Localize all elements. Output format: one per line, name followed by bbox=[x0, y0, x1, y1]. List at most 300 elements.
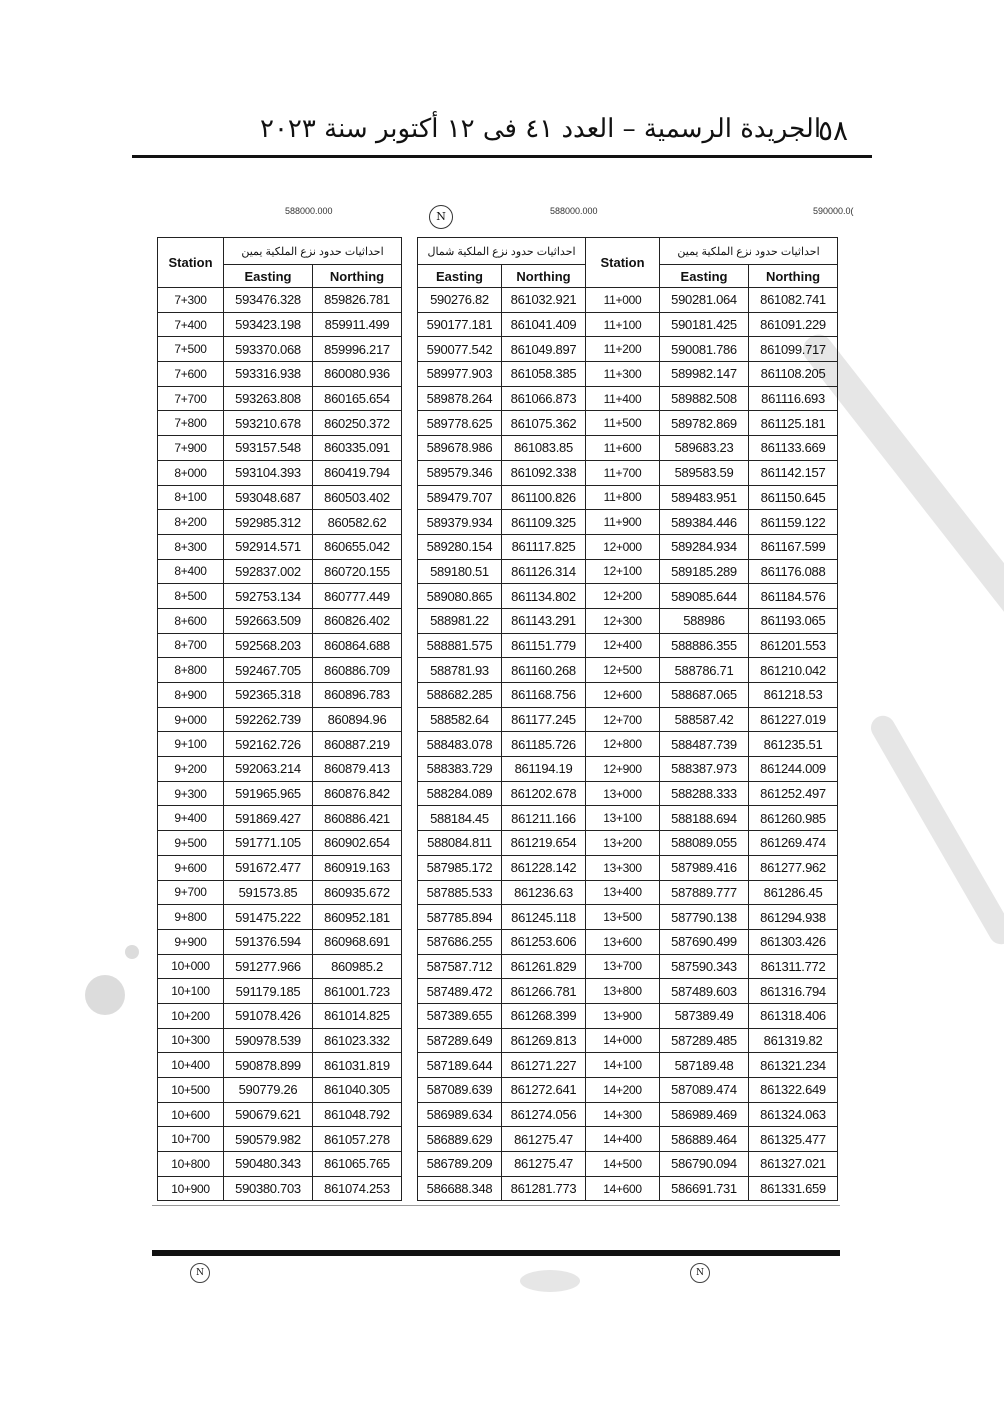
station-cell: 13+000 bbox=[586, 781, 660, 806]
station-cell: 9+200 bbox=[158, 757, 224, 782]
table-row bbox=[158, 781, 402, 806]
left-easting-cell: 586889.629 bbox=[418, 1127, 502, 1152]
left-easting-cell: 588184.45 bbox=[418, 806, 502, 831]
right-northing-cell: 861218.53 bbox=[749, 683, 838, 708]
table-row bbox=[158, 559, 402, 584]
station-cell: 7+300 bbox=[158, 288, 224, 313]
station-cell: 9+000 bbox=[158, 707, 224, 732]
right-easting-cell: 587590.343 bbox=[660, 954, 749, 979]
station-cell: 10+800 bbox=[158, 1152, 224, 1177]
coordinates-table-right-boundary bbox=[157, 237, 402, 1201]
station-cell: 12+700 bbox=[586, 707, 660, 732]
station-cell: 11+000 bbox=[586, 288, 660, 313]
northing-cell: 860985.2 bbox=[313, 954, 402, 979]
right-northing-cell: 861091.229 bbox=[749, 312, 838, 337]
right-northing-cell: 861286.45 bbox=[749, 880, 838, 905]
table-row bbox=[418, 1078, 838, 1103]
station-cell: 7+400 bbox=[158, 312, 224, 337]
table-row bbox=[418, 633, 838, 658]
table-row bbox=[418, 1152, 838, 1177]
left-easting-cell: 589977.903 bbox=[418, 362, 502, 387]
left-northing-cell: 861268.399 bbox=[502, 1003, 586, 1028]
table-row bbox=[158, 312, 402, 337]
right-easting-cell: 590281.064 bbox=[660, 288, 749, 313]
station-cell: 13+500 bbox=[586, 905, 660, 930]
left-northing-cell: 861177.245 bbox=[502, 707, 586, 732]
station-cell: 7+700 bbox=[158, 386, 224, 411]
north-arrow-logo: N bbox=[429, 205, 453, 229]
table-row bbox=[418, 979, 838, 1004]
station-cell: 9+400 bbox=[158, 806, 224, 831]
right-northing-cell: 861167.599 bbox=[749, 534, 838, 559]
left-easting-cell: 588981.22 bbox=[418, 608, 502, 633]
page-title: الجريدة الرسمية – العدد ٤١ فى ١٢ أكتوبر سنة ٢٠٢٣ bbox=[260, 114, 822, 144]
left-northing-cell: 861160.268 bbox=[502, 658, 586, 683]
table-row bbox=[158, 855, 402, 880]
northing-cell: 860879.413 bbox=[313, 757, 402, 782]
table-row bbox=[418, 608, 838, 633]
right-northing-cell: 861324.063 bbox=[749, 1102, 838, 1127]
table-row bbox=[158, 288, 402, 313]
table-row bbox=[418, 337, 838, 362]
right-easting-cell: 586889.464 bbox=[660, 1127, 749, 1152]
station-cell: 14+400 bbox=[586, 1127, 660, 1152]
station-cell: 13+900 bbox=[586, 1003, 660, 1028]
right-northing-cell: 861150.645 bbox=[749, 485, 838, 510]
easting-cell: 592063.214 bbox=[224, 757, 313, 782]
left-easting-cell: 587189.644 bbox=[418, 1053, 502, 1078]
easting-cell: 591869.427 bbox=[224, 806, 313, 831]
station-cell: 14+300 bbox=[586, 1102, 660, 1127]
left-easting-cell: 588582.64 bbox=[418, 707, 502, 732]
northing-header: Northing bbox=[313, 265, 402, 288]
table-row bbox=[418, 1053, 838, 1078]
left-northing-cell: 861211.166 bbox=[502, 806, 586, 831]
map-coordinate-left: 588000.000 bbox=[285, 206, 333, 216]
station-cell: 8+300 bbox=[158, 534, 224, 559]
easting-header: Easting bbox=[660, 265, 749, 288]
station-cell: 9+500 bbox=[158, 831, 224, 856]
right-easting-cell: 588886.355 bbox=[660, 633, 749, 658]
station-cell: 12+900 bbox=[586, 757, 660, 782]
left-northing-cell: 861066.873 bbox=[502, 386, 586, 411]
right-easting-cell: 588487.739 bbox=[660, 732, 749, 757]
right-easting-cell: 589683.23 bbox=[660, 436, 749, 461]
easting-cell: 593370.068 bbox=[224, 337, 313, 362]
table-row bbox=[418, 806, 838, 831]
easting-cell: 593476.328 bbox=[224, 288, 313, 313]
northing-cell: 860886.421 bbox=[313, 806, 402, 831]
right-easting-cell: 587189.48 bbox=[660, 1053, 749, 1078]
station-cell: 11+300 bbox=[586, 362, 660, 387]
station-cell: 10+300 bbox=[158, 1028, 224, 1053]
left-easting-cell: 587985.172 bbox=[418, 855, 502, 880]
right-northing-cell: 861319.82 bbox=[749, 1028, 838, 1053]
right-easting-cell: 590081.786 bbox=[660, 337, 749, 362]
right-easting-cell: 588089.055 bbox=[660, 831, 749, 856]
table-row bbox=[158, 362, 402, 387]
station-cell: 10+500 bbox=[158, 1078, 224, 1103]
northing-cell: 860896.783 bbox=[313, 683, 402, 708]
right-easting-cell: 587289.485 bbox=[660, 1028, 749, 1053]
table-row bbox=[418, 510, 838, 535]
station-cell: 12+500 bbox=[586, 658, 660, 683]
table-row bbox=[158, 411, 402, 436]
station-cell: 8+400 bbox=[158, 559, 224, 584]
northing-cell: 860720.155 bbox=[313, 559, 402, 584]
table-row bbox=[418, 905, 838, 930]
left-northing-cell: 861134.802 bbox=[502, 584, 586, 609]
station-cell: 8+200 bbox=[158, 510, 224, 535]
easting-cell: 590380.703 bbox=[224, 1176, 313, 1201]
station-cell: 10+000 bbox=[158, 954, 224, 979]
left-easting-cell: 587089.639 bbox=[418, 1078, 502, 1103]
left-easting-cell: 590177.181 bbox=[418, 312, 502, 337]
station-cell: 12+200 bbox=[586, 584, 660, 609]
easting-cell: 592467.705 bbox=[224, 658, 313, 683]
left-northing-cell: 861100.826 bbox=[502, 485, 586, 510]
table-row bbox=[158, 831, 402, 856]
table-row bbox=[418, 312, 838, 337]
right-northing-cell: 861244.009 bbox=[749, 757, 838, 782]
northing-cell: 860902.654 bbox=[313, 831, 402, 856]
station-cell: 14+500 bbox=[586, 1152, 660, 1177]
left-easting-cell: 590077.542 bbox=[418, 337, 502, 362]
right-northing-cell: 861316.794 bbox=[749, 979, 838, 1004]
table-row bbox=[158, 1003, 402, 1028]
right-easting-cell: 588587.42 bbox=[660, 707, 749, 732]
table-row bbox=[158, 1127, 402, 1152]
footer-logo-left: N bbox=[190, 1263, 210, 1283]
table-row bbox=[418, 386, 838, 411]
table-row bbox=[158, 337, 402, 362]
left-easting-cell: 588383.729 bbox=[418, 757, 502, 782]
northing-cell: 861014.825 bbox=[313, 1003, 402, 1028]
table-row bbox=[418, 880, 838, 905]
left-northing-cell: 861274.056 bbox=[502, 1102, 586, 1127]
right-easting-cell: 588188.694 bbox=[660, 806, 749, 831]
right-boundary-header: احداثيات حدود نزع الملكية يمين bbox=[224, 238, 402, 265]
station-cell: 10+700 bbox=[158, 1127, 224, 1152]
northing-cell: 859911.499 bbox=[313, 312, 402, 337]
table-row bbox=[158, 979, 402, 1004]
table-row bbox=[158, 1176, 402, 1201]
right-easting-cell: 589982.147 bbox=[660, 362, 749, 387]
right-northing-cell: 861201.553 bbox=[749, 633, 838, 658]
station-cell: 12+000 bbox=[586, 534, 660, 559]
station-cell: 10+900 bbox=[158, 1176, 224, 1201]
easting-cell: 592663.509 bbox=[224, 608, 313, 633]
station-cell: 8+000 bbox=[158, 460, 224, 485]
left-easting-cell: 589678.986 bbox=[418, 436, 502, 461]
northing-cell: 860886.709 bbox=[313, 658, 402, 683]
station-cell: 12+100 bbox=[586, 559, 660, 584]
left-easting-cell: 589778.625 bbox=[418, 411, 502, 436]
right-easting-cell: 587389.49 bbox=[660, 1003, 749, 1028]
left-easting-cell: 588682.285 bbox=[418, 683, 502, 708]
table-row bbox=[418, 485, 838, 510]
station-cell: 14+200 bbox=[586, 1078, 660, 1103]
left-northing-cell: 861109.325 bbox=[502, 510, 586, 535]
table-row bbox=[418, 460, 838, 485]
left-northing-cell: 861261.829 bbox=[502, 954, 586, 979]
left-easting-cell: 587489.472 bbox=[418, 979, 502, 1004]
right-northing-cell: 861321.234 bbox=[749, 1053, 838, 1078]
right-northing-cell: 861082.741 bbox=[749, 288, 838, 313]
right-easting-cell: 589185.289 bbox=[660, 559, 749, 584]
easting-cell: 592985.312 bbox=[224, 510, 313, 535]
left-northing-cell: 861058.385 bbox=[502, 362, 586, 387]
coordinates-table-both-boundaries bbox=[417, 237, 838, 1201]
table-row bbox=[158, 608, 402, 633]
northing-cell: 861031.819 bbox=[313, 1053, 402, 1078]
northing-cell: 860419.794 bbox=[313, 460, 402, 485]
right-easting-cell: 589384.446 bbox=[660, 510, 749, 535]
easting-cell: 592568.203 bbox=[224, 633, 313, 658]
left-boundary-header: احداثيات حدود نزع الملكية شمال bbox=[418, 238, 586, 265]
table-row bbox=[418, 1127, 838, 1152]
right-northing-cell: 861311.772 bbox=[749, 954, 838, 979]
northing-cell: 860777.449 bbox=[313, 584, 402, 609]
easting-cell: 593157.548 bbox=[224, 436, 313, 461]
left-easting-cell: 588284.089 bbox=[418, 781, 502, 806]
easting-cell: 591672.477 bbox=[224, 855, 313, 880]
table-row bbox=[158, 1028, 402, 1053]
northing-cell: 861065.765 bbox=[313, 1152, 402, 1177]
right-northing-cell: 861227.019 bbox=[749, 707, 838, 732]
station-cell: 9+600 bbox=[158, 855, 224, 880]
left-easting-cell: 589878.264 bbox=[418, 386, 502, 411]
left-northing-cell: 861275.47 bbox=[502, 1127, 586, 1152]
right-easting-cell: 586691.731 bbox=[660, 1176, 749, 1201]
station-cell: 7+500 bbox=[158, 337, 224, 362]
right-easting-cell: 589284.934 bbox=[660, 534, 749, 559]
easting-cell: 592162.726 bbox=[224, 732, 313, 757]
northing-cell: 860080.936 bbox=[313, 362, 402, 387]
right-easting-cell: 589483.951 bbox=[660, 485, 749, 510]
right-northing-cell: 861142.157 bbox=[749, 460, 838, 485]
northing-cell: 861057.278 bbox=[313, 1127, 402, 1152]
table-row bbox=[418, 559, 838, 584]
table-row bbox=[418, 732, 838, 757]
left-easting-cell: 588881.575 bbox=[418, 633, 502, 658]
table-row bbox=[418, 1003, 838, 1028]
right-northing-cell: 861176.088 bbox=[749, 559, 838, 584]
watermark-dot bbox=[125, 945, 139, 959]
station-cell: 12+400 bbox=[586, 633, 660, 658]
easting-cell: 590579.982 bbox=[224, 1127, 313, 1152]
table-row bbox=[418, 929, 838, 954]
station-cell: 11+800 bbox=[586, 485, 660, 510]
left-northing-cell: 861083.85 bbox=[502, 436, 586, 461]
left-easting-cell: 586989.634 bbox=[418, 1102, 502, 1127]
right-easting-cell: 588986 bbox=[660, 608, 749, 633]
station-cell: 9+800 bbox=[158, 905, 224, 930]
station-cell: 14+100 bbox=[586, 1053, 660, 1078]
station-cell: 12+800 bbox=[586, 732, 660, 757]
station-cell: 8+800 bbox=[158, 658, 224, 683]
table-row bbox=[158, 905, 402, 930]
page-number: ٥٨ bbox=[818, 114, 849, 147]
left-easting-cell: 586688.348 bbox=[418, 1176, 502, 1201]
right-northing-cell: 861269.474 bbox=[749, 831, 838, 856]
table-row bbox=[158, 534, 402, 559]
easting-cell: 592914.571 bbox=[224, 534, 313, 559]
northing-cell: 860894.96 bbox=[313, 707, 402, 732]
left-easting-cell: 587785.894 bbox=[418, 905, 502, 930]
right-northing-cell: 861159.122 bbox=[749, 510, 838, 535]
right-northing-cell: 861125.181 bbox=[749, 411, 838, 436]
station-cell: 9+900 bbox=[158, 929, 224, 954]
watermark-stroke bbox=[867, 711, 1004, 948]
easting-header: Easting bbox=[418, 265, 502, 288]
right-easting-cell: 587489.603 bbox=[660, 979, 749, 1004]
easting-cell: 591771.105 bbox=[224, 831, 313, 856]
northing-cell: 860935.672 bbox=[313, 880, 402, 905]
station-cell: 14+600 bbox=[586, 1176, 660, 1201]
left-northing-cell: 861202.678 bbox=[502, 781, 586, 806]
northing-cell: 860655.042 bbox=[313, 534, 402, 559]
table-row bbox=[158, 510, 402, 535]
right-northing-cell: 861277.962 bbox=[749, 855, 838, 880]
northing-cell: 860864.688 bbox=[313, 633, 402, 658]
right-easting-cell: 587690.499 bbox=[660, 929, 749, 954]
table-row bbox=[158, 806, 402, 831]
right-northing-cell: 861193.065 bbox=[749, 608, 838, 633]
left-northing-cell: 861219.654 bbox=[502, 831, 586, 856]
right-easting-cell: 587089.474 bbox=[660, 1078, 749, 1103]
table-row bbox=[418, 954, 838, 979]
northing-cell: 861001.723 bbox=[313, 979, 402, 1004]
station-cell: 13+200 bbox=[586, 831, 660, 856]
left-easting-cell: 587686.255 bbox=[418, 929, 502, 954]
station-cell: 8+600 bbox=[158, 608, 224, 633]
right-northing-cell: 861210.042 bbox=[749, 658, 838, 683]
easting-cell: 591277.966 bbox=[224, 954, 313, 979]
left-northing-cell: 861245.118 bbox=[502, 905, 586, 930]
easting-cell: 591376.594 bbox=[224, 929, 313, 954]
station-cell: 13+700 bbox=[586, 954, 660, 979]
table-row bbox=[158, 1152, 402, 1177]
left-northing-cell: 861092.338 bbox=[502, 460, 586, 485]
left-northing-cell: 861269.813 bbox=[502, 1028, 586, 1053]
header-divider bbox=[132, 155, 872, 158]
easting-cell: 592365.318 bbox=[224, 683, 313, 708]
map-coordinate-middle: 588000.000 bbox=[550, 206, 598, 216]
northing-cell: 860876.842 bbox=[313, 781, 402, 806]
table-row bbox=[418, 362, 838, 387]
map-coordinate-right: 590000.0( bbox=[813, 206, 854, 216]
table-row bbox=[418, 1028, 838, 1053]
right-northing-cell: 861133.669 bbox=[749, 436, 838, 461]
station-cell: 9+300 bbox=[158, 781, 224, 806]
station-cell: 10+600 bbox=[158, 1102, 224, 1127]
station-cell: 13+800 bbox=[586, 979, 660, 1004]
right-easting-cell: 586989.469 bbox=[660, 1102, 749, 1127]
easting-cell: 591179.185 bbox=[224, 979, 313, 1004]
right-easting-cell: 586790.094 bbox=[660, 1152, 749, 1177]
right-northing-cell: 861294.938 bbox=[749, 905, 838, 930]
left-northing-cell: 861117.825 bbox=[502, 534, 586, 559]
table-row bbox=[418, 288, 838, 313]
easting-cell: 591965.965 bbox=[224, 781, 313, 806]
left-easting-cell: 587289.649 bbox=[418, 1028, 502, 1053]
table-row bbox=[418, 411, 838, 436]
right-easting-cell: 587989.416 bbox=[660, 855, 749, 880]
station-cell: 11+400 bbox=[586, 386, 660, 411]
left-northing-cell: 861185.726 bbox=[502, 732, 586, 757]
left-easting-cell: 589180.51 bbox=[418, 559, 502, 584]
easting-cell: 593316.938 bbox=[224, 362, 313, 387]
table-row bbox=[418, 707, 838, 732]
right-northing-cell: 861116.693 bbox=[749, 386, 838, 411]
right-northing-cell: 861331.659 bbox=[749, 1176, 838, 1201]
left-easting-cell: 587587.712 bbox=[418, 954, 502, 979]
left-easting-cell: 589479.707 bbox=[418, 485, 502, 510]
easting-cell: 593210.678 bbox=[224, 411, 313, 436]
station-cell: 13+300 bbox=[586, 855, 660, 880]
table-row bbox=[418, 757, 838, 782]
table-row bbox=[158, 683, 402, 708]
left-easting-cell: 590276.82 bbox=[418, 288, 502, 313]
easting-header: Easting bbox=[224, 265, 313, 288]
table-row bbox=[418, 831, 838, 856]
left-northing-cell: 861194.19 bbox=[502, 757, 586, 782]
easting-cell: 593104.393 bbox=[224, 460, 313, 485]
station-header: Station bbox=[158, 238, 224, 288]
right-northing-cell: 861325.477 bbox=[749, 1127, 838, 1152]
left-easting-cell: 587389.655 bbox=[418, 1003, 502, 1028]
table-bottom-divider bbox=[152, 1205, 840, 1206]
left-northing-cell: 861075.362 bbox=[502, 411, 586, 436]
left-northing-cell: 861228.142 bbox=[502, 855, 586, 880]
watermark-dot bbox=[85, 975, 125, 1015]
left-northing-cell: 861032.921 bbox=[502, 288, 586, 313]
left-northing-cell: 861272.641 bbox=[502, 1078, 586, 1103]
table-row bbox=[158, 436, 402, 461]
station-cell: 13+400 bbox=[586, 880, 660, 905]
northing-cell: 861023.332 bbox=[313, 1028, 402, 1053]
table-row bbox=[418, 1102, 838, 1127]
right-easting-cell: 589085.644 bbox=[660, 584, 749, 609]
right-northing-cell: 861099.717 bbox=[749, 337, 838, 362]
station-cell: 7+800 bbox=[158, 411, 224, 436]
easting-cell: 590779.26 bbox=[224, 1078, 313, 1103]
station-cell: 10+400 bbox=[158, 1053, 224, 1078]
left-northing-cell: 861271.227 bbox=[502, 1053, 586, 1078]
easting-cell: 592753.134 bbox=[224, 584, 313, 609]
right-easting-cell: 587889.777 bbox=[660, 880, 749, 905]
table-row bbox=[418, 534, 838, 559]
easting-cell: 591078.426 bbox=[224, 1003, 313, 1028]
station-cell: 7+900 bbox=[158, 436, 224, 461]
station-cell: 10+100 bbox=[158, 979, 224, 1004]
right-easting-cell: 589882.508 bbox=[660, 386, 749, 411]
left-easting-cell: 589579.346 bbox=[418, 460, 502, 485]
northing-header: Northing bbox=[749, 265, 838, 288]
table-row bbox=[418, 436, 838, 461]
right-easting-cell: 590181.425 bbox=[660, 312, 749, 337]
station-cell: 11+600 bbox=[586, 436, 660, 461]
station-cell: 9+100 bbox=[158, 732, 224, 757]
easting-cell: 591475.222 bbox=[224, 905, 313, 930]
left-easting-cell: 589280.154 bbox=[418, 534, 502, 559]
station-cell: 8+100 bbox=[158, 485, 224, 510]
left-northing-cell: 861143.291 bbox=[502, 608, 586, 633]
table-row bbox=[418, 584, 838, 609]
left-easting-cell: 587885.533 bbox=[418, 880, 502, 905]
station-cell: 11+100 bbox=[586, 312, 660, 337]
